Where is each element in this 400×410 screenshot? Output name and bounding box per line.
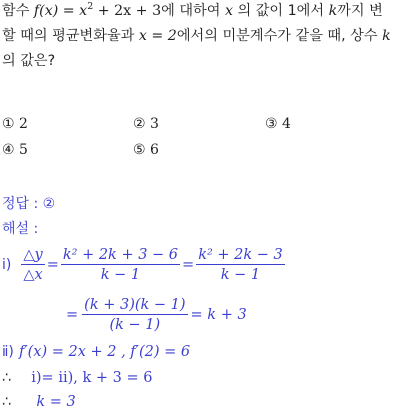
fraction-3-numerator: (k + 3)(k − 1) <box>84 297 186 313</box>
step1-label: ⅰ) <box>2 257 12 273</box>
solution-label <box>2 218 38 238</box>
step2 <box>2 341 190 360</box>
choice-5[interactable] <box>133 142 159 158</box>
fraction-bar <box>61 264 180 265</box>
step3-equation: ⅰ)= ⅱ), k + 3 = 6 <box>31 370 153 386</box>
question-line3-text: 의 값은? <box>2 53 56 69</box>
fraction-bar <box>21 264 44 265</box>
therefore-symbol: ∴ <box>2 394 11 410</box>
step2-equation: f′(x) = 2x + 2 , f′(2) = 6 <box>18 344 191 360</box>
fraction-1-denominator: k − 1 <box>100 267 141 283</box>
choice-value: 5 <box>19 142 28 158</box>
step1-continued <box>66 294 247 336</box>
equals: = <box>46 257 59 273</box>
fraction-bar <box>82 314 187 315</box>
question-end: 의 값이 1에서 <box>232 3 329 19</box>
step3 <box>2 367 152 386</box>
choice-1[interactable] <box>2 116 28 132</box>
choice-number: ① <box>2 116 15 132</box>
fraction-1 <box>61 247 180 283</box>
choice-3[interactable] <box>265 116 291 132</box>
fraction-2 <box>196 247 285 283</box>
choice-number: ④ <box>2 142 15 158</box>
choice-value: 2 <box>19 116 28 132</box>
poly-rest: + 2x + 3 <box>93 3 162 19</box>
question-text: 함수 <box>2 3 34 19</box>
poly-x: x <box>79 3 88 19</box>
delta-x: △x <box>23 267 43 283</box>
choice-number: ③ <box>265 116 278 132</box>
fraction-3-denominator: (k − 1) <box>109 317 161 333</box>
choice-value: 3 <box>150 116 159 132</box>
question-line-1 <box>2 0 383 22</box>
solution-label-text: 해설 : <box>2 221 39 237</box>
choice-number: ⑤ <box>133 142 146 158</box>
delta-fraction <box>21 247 44 283</box>
equals: = <box>182 257 195 273</box>
question-line-3 <box>2 50 55 72</box>
x-equals-2: x = 2 <box>138 28 177 44</box>
answer-value: ② <box>42 196 56 212</box>
choice-4[interactable] <box>2 142 28 158</box>
delta-y: △y <box>23 247 43 263</box>
therefore-symbol: ∴ <box>2 370 11 386</box>
question-line2-post: 에서의 미분계수가 같을 때, 상수 <box>176 28 383 44</box>
equals: = <box>66 307 79 323</box>
fraction-3 <box>82 297 187 333</box>
choice-number: ② <box>133 116 146 132</box>
answer-label: 정답 : <box>2 196 43 212</box>
exponent: 2 <box>87 1 94 12</box>
question-mid: 에 대하여 <box>161 3 225 19</box>
var-k-2: k <box>382 28 391 44</box>
question-line-2 <box>2 25 391 47</box>
result-1: = k + 3 <box>190 307 247 323</box>
final-answer <box>2 391 76 410</box>
fraction-2-numerator: k² + 2k − 3 <box>198 247 283 263</box>
fraction-1-numerator: k² + 2k + 3 − 6 <box>62 247 179 263</box>
choice-value: 6 <box>150 142 159 158</box>
fraction-2-denominator: k − 1 <box>220 267 261 283</box>
var-k: k <box>328 3 338 19</box>
choice-2[interactable] <box>133 116 159 132</box>
final-equation: k = 3 <box>36 394 76 410</box>
choice-value: 4 <box>282 116 291 132</box>
function-fx: f(x) <box>33 3 59 19</box>
question-line2-pre: 할 때의 평균변화율과 <box>2 28 139 44</box>
equals: = <box>58 3 80 19</box>
question-tail: 까지 변 <box>337 3 383 19</box>
step1 <box>2 244 285 286</box>
var-x: x <box>224 3 233 19</box>
step2-label: ⅱ) <box>2 344 14 360</box>
fraction-bar <box>196 264 285 265</box>
answer <box>2 193 55 213</box>
